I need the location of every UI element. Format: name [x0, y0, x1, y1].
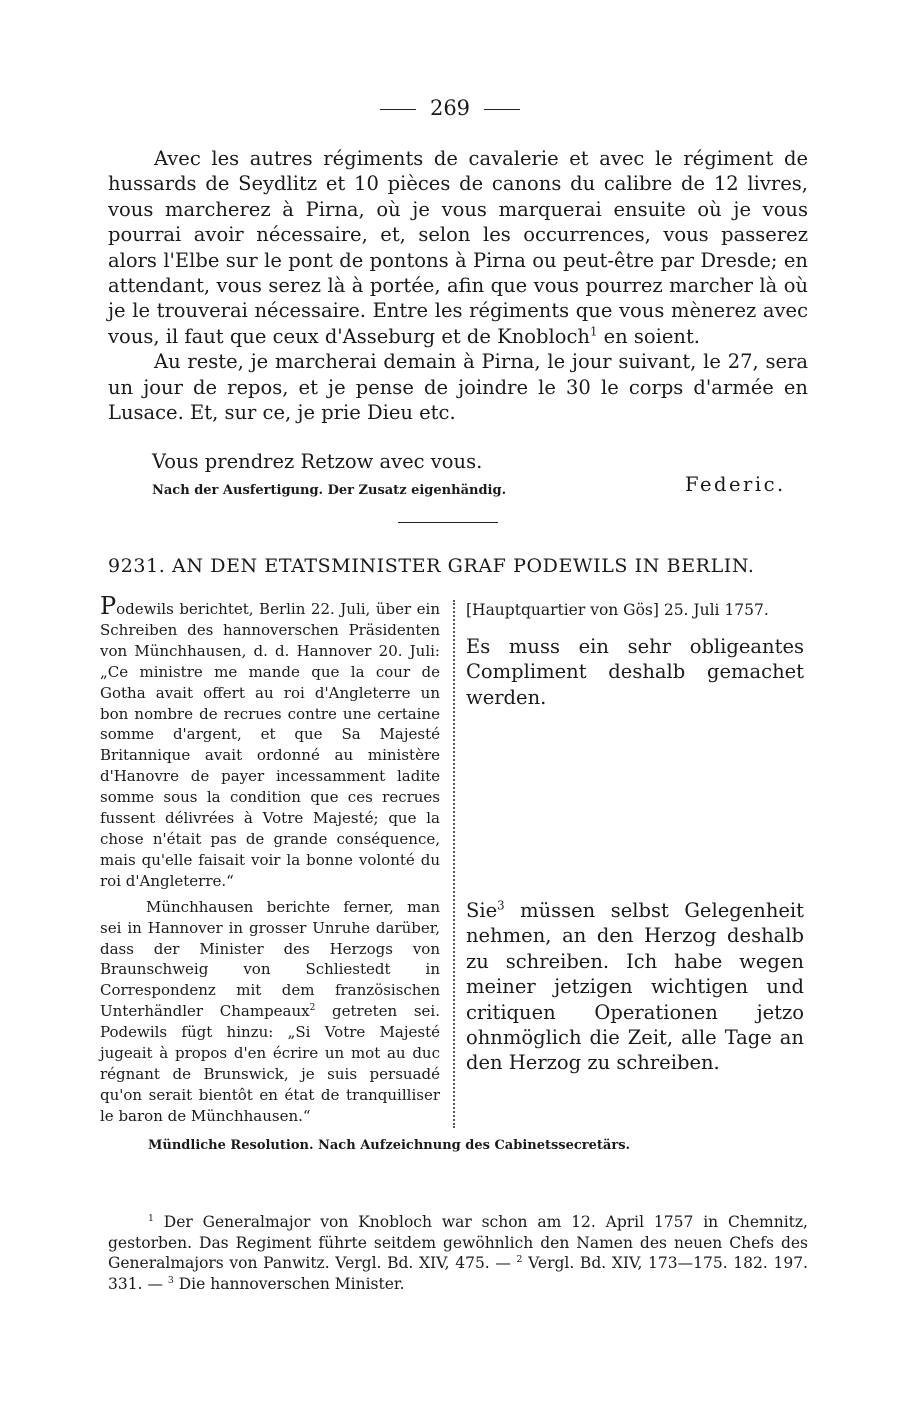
footnote-1-text: Der Generalmajor von Knobloch war schon am 12. April 1757 in Chemnitz, gestorben. Das Regiment führte seitdem gewöhnlich den Namen des neuen Chefs des Generalmajors von Panwitz. Vergl. Bd. XIV, 475. — [108, 1213, 808, 1273]
section-title: AN DEN ETATSMINISTER GRAF PODEWILS IN BERLIN. [172, 555, 755, 577]
resolution-note: Mündliche Resolution. Nach Aufzeichnung des Cabinetssecretärs. [148, 1138, 631, 1153]
page-number [0, 96, 900, 120]
summary-paragraph-1 [100, 592, 440, 892]
footnotes [108, 1212, 808, 1294]
footnote-1-marker: 1 [148, 1212, 154, 1224]
page-number-text: 269 [429, 96, 471, 120]
reply-block-2 [466, 898, 804, 1076]
footnote-3-marker: 3 [167, 1274, 174, 1286]
section-heading [108, 555, 808, 577]
footnote-ref-3: 3 [497, 898, 505, 913]
date-line: [Hauptquartier von Gös] 25. Juli 1757. [466, 601, 769, 619]
section-number: 9231. [108, 555, 166, 577]
reply-paragraph-2-text-b: müssen selbst Gelegenheit nehmen, an den Herzog deshalb zu schreiben. Ich habe wegen meiner jetzigen wichtigen und critiquen Operationen jetzo ohnmöglich die Zeit, alle Tage an den Herzog zu schreiben. [466, 899, 804, 1075]
footnote-2-marker: 2 [516, 1254, 523, 1266]
column-divider [453, 600, 455, 1128]
section-divider [398, 522, 498, 523]
reply-paragraph-2 [466, 898, 804, 1076]
letter-paragraph-1 [108, 146, 808, 349]
footnote-ref-2: 2 [309, 1003, 316, 1014]
footnote-ref-1: 1 [589, 324, 598, 339]
letter-body [108, 146, 808, 425]
letter-paragraph-1-text: Avec les autres régiments de cavalerie et avec le régiment de hussards de Seydlitz et 10 pièces de canons du calibre de 12 livres, vous marcherez à Pirna, où je vous marquerai ensuite où je vous pourrai avoir nécessaire, et, selon les occurrences, vous passerez alors l'Elbe sur le pont de pontons à Pirna ou peut-être par Dresde; en attendant, vous serez là à portée, afin que vous pourrez marcher là où je le trouverai nécessaire. Entre les régiments que vous mènerez avec vous, il faut que ceux d'Asseburg et de Knobloch [108, 147, 808, 348]
reply-block-1 [466, 634, 804, 710]
summary-paragraph-2-text-b: getreten sei. Podewils fügt hinzu: „Si Votre Majesté jugeait à propos d'en écrire un mot au duc régnant de Brunswick, je suis persuadé qu'on serait bientôt en état de tranquilliser le baron de Münchhausen.“ [100, 1002, 440, 1125]
letter-paragraph-1-end: en soient. [597, 324, 701, 348]
letter-paragraph-2: Au reste, je marcherai demain à Pirna, le jour suivant, le 27, sera un jour de repos, et je pense de joindre le 30 le corps d'armée en Lusace. Et, sur ce, je prie Dieu etc. [108, 350, 808, 425]
postscript: Vous prendrez Retzow avec vous. [152, 450, 483, 473]
dropcap: P [100, 592, 117, 620]
summary-paragraph-1-text: odewils berichtet, Berlin 22. Juli, über ein Schreiben des hannoverschen Präsidenten von Münchhausen, d. d. Hannover 20. Juli: „Ce ministre me mande que la cour de Gotha avait offert au roi d'Angleterre un bon nombre de recrues contre une certaine somme d'argent, et que Sa Majesté Britannique avait ordonné au ministère d'Hanovre de payer incessamment ladite somme sous la condition que ces recrues fussent délivrées à Votre Majesté; que la chose n'était pas de grande conséquence, mais qu'elle faisait voir la bonne volonté du roi d'Angleterre.“ [100, 600, 440, 890]
summary-column [100, 592, 440, 1127]
summary-paragraph-2 [100, 897, 440, 1127]
page-number-right-dash [484, 109, 520, 110]
reply-paragraph-2-text-a: Sie [466, 899, 498, 922]
summary-paragraph-2-text-a: Münchhausen berichte ferner, man sei in Hannover in grosser Unruhe darüber, dass der Minister des Herzogs von Braunschweig von Schliestedt in Correspondenz mit dem französischen Unterhändler Champeaux [100, 897, 440, 1021]
signature: Federic. [685, 473, 786, 496]
footnote-2-text: Vergl. Bd. XIV, 173—175. 182. 197. 331. — [108, 1254, 808, 1293]
reply-paragraph-1: Es muss ein sehr obligeantes Compliment deshalb gemachet werden. [466, 635, 804, 709]
page-number-left-dash [380, 109, 416, 110]
footnote-block [108, 1212, 808, 1294]
provenance-note: Nach der Ausfertigung. Der Zusatz eigenhändig. [152, 483, 507, 498]
footnote-3-text: Die hannoverschen Minister. [173, 1274, 405, 1293]
